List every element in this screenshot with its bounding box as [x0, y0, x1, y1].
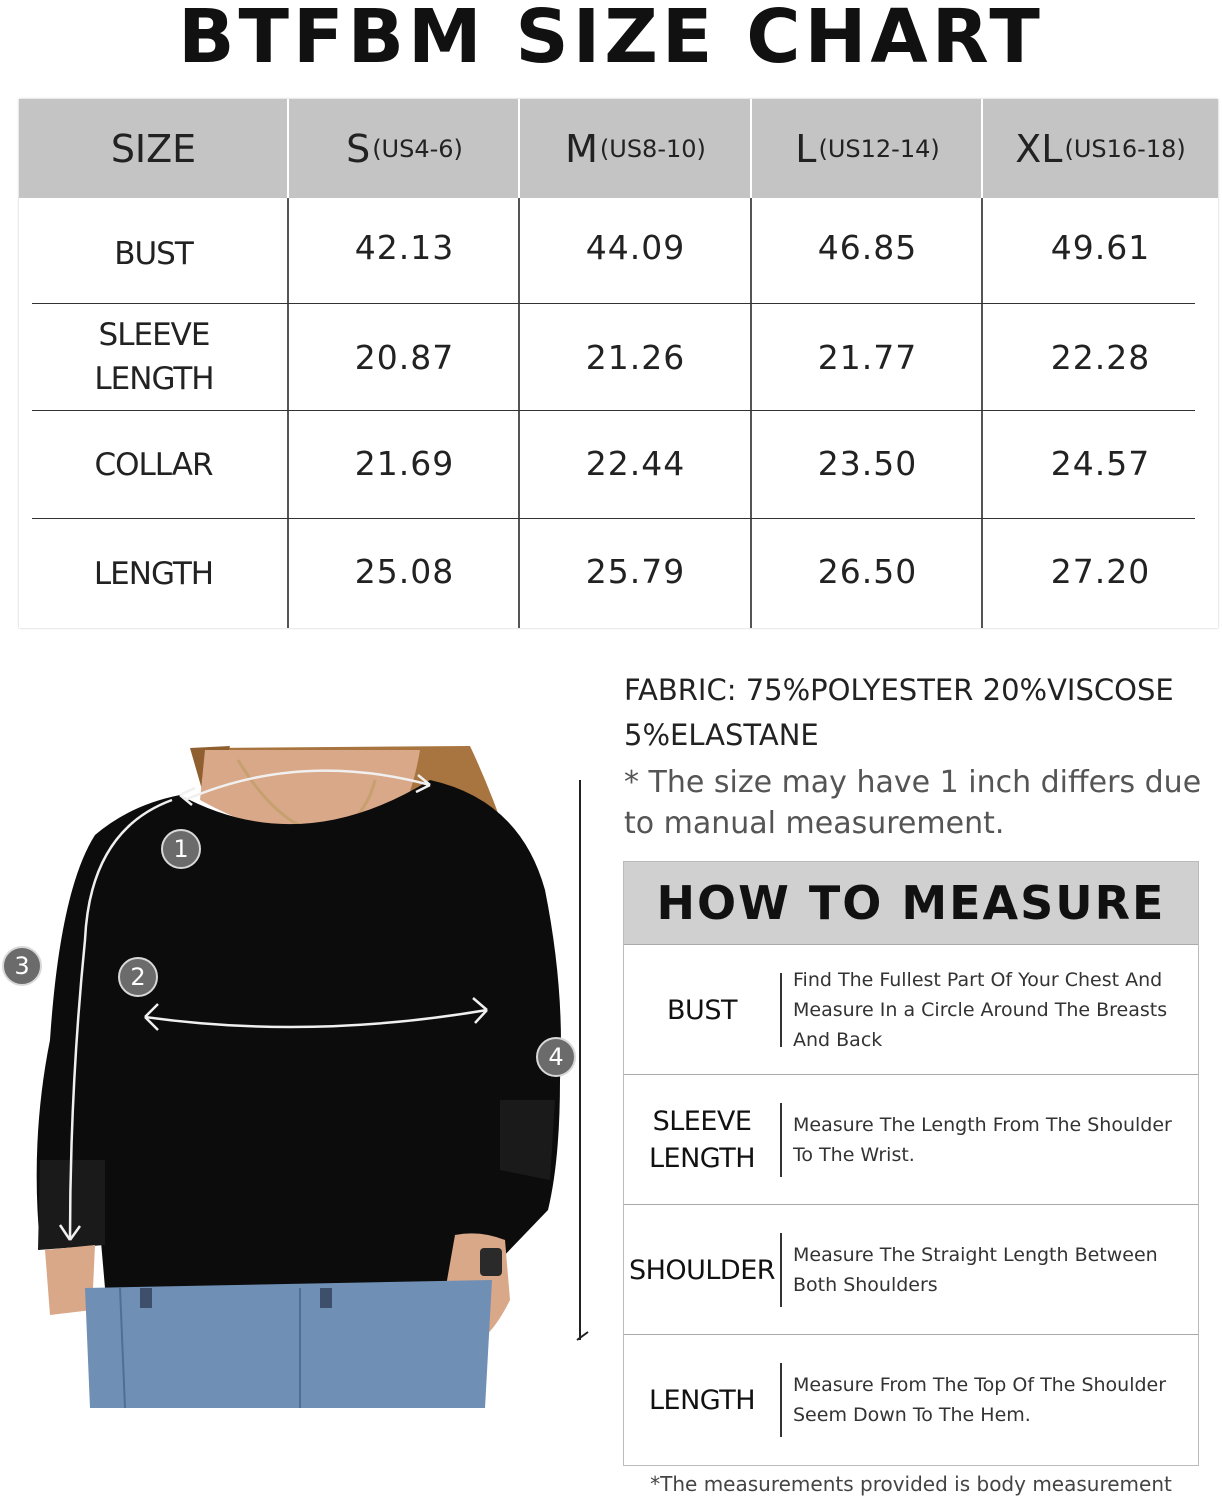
table-cell: 24.57 [1050, 443, 1151, 483]
measure-row-shoulder [624, 1204, 1198, 1334]
measure-marker-3: 3 [2, 946, 42, 986]
measure-marker-4: 4 [536, 1037, 576, 1077]
measure-label: LENGTH [648, 1384, 756, 1416]
measure-divider [780, 1233, 782, 1307]
measure-divider [780, 1363, 782, 1437]
table-cell: 25.08 [354, 551, 455, 591]
table-cell: 46.85 [817, 227, 918, 267]
table-cell: 22.44 [585, 443, 686, 483]
size-name: M [565, 126, 598, 171]
table-cell: 21.77 [817, 337, 918, 377]
how-to-measure-title: HOW TO MEASURE [624, 862, 1198, 944]
table-cell: 22.28 [1050, 337, 1151, 377]
header-size-xl [983, 99, 1218, 198]
table-cell: 27.20 [1050, 551, 1151, 591]
measure-row-length [624, 1334, 1198, 1464]
size-us-range: (US16-18) [1064, 134, 1186, 163]
table-row-label: LENGTH [93, 555, 214, 592]
measure-divider [780, 973, 782, 1047]
header-size-l [752, 99, 983, 198]
size-name: XL [1015, 126, 1063, 171]
measure-description: Find The Fullest Part Of Your Chest And Measure In a Circle Around The Breasts And Back [793, 969, 1168, 1051]
size-name: L [795, 126, 817, 171]
size-us-range: (US8-10) [599, 134, 706, 163]
measure-marker-2: 2 [118, 957, 158, 997]
measurement-footnote: *The measurements provided is body measurement [650, 1472, 1172, 1496]
table-cell: 20.87 [354, 337, 455, 377]
header-size-s [289, 99, 520, 198]
table-cell: 21.69 [354, 443, 455, 483]
page-title: BTFBM SIZE CHART [178, 0, 1044, 80]
fabric-info [624, 668, 1204, 758]
garment-illustration [0, 740, 600, 1420]
header-size-label [19, 99, 288, 198]
measure-description: Measure From The Top Of The Shoulder Seem Down To The Hem. [793, 1374, 1167, 1426]
measure-label: SHOULDER [628, 1254, 776, 1286]
table-cell: 25.79 [585, 551, 686, 591]
model-photo [0, 740, 600, 1420]
size-note: * The size may have 1 inch differs due to manual measurement. [624, 765, 1202, 841]
header-divider [518, 99, 520, 198]
table-cell: 44.09 [585, 227, 686, 267]
fabric-line-1: FABRIC: 75%POLYESTER 20%VISCOSE [624, 673, 1174, 707]
header-divider [750, 99, 752, 198]
table-row-label: BUST [114, 236, 193, 272]
measure-marker-1: 1 [161, 829, 201, 869]
header-divider [981, 99, 983, 198]
table-cell: 26.50 [817, 551, 918, 591]
size-name: S [346, 126, 371, 171]
table-cell: 49.61 [1050, 227, 1151, 267]
table-row-label: COLLAR [94, 446, 213, 483]
table-cell: 21.26 [585, 337, 686, 377]
measure-label: SLEEVE LENGTH [648, 1106, 756, 1174]
measure-divider [780, 1103, 782, 1177]
measure-row-bust [624, 944, 1198, 1074]
measure-description: Measure The Straight Length Between Both Shoulders [793, 1244, 1158, 1296]
table-cell: 23.50 [817, 443, 918, 483]
measure-description: Measure The Length From The Shoulder To The Wrist. [793, 1114, 1172, 1166]
header-size-text: SIZE [110, 126, 197, 171]
how-to-measure-table [623, 861, 1199, 1466]
fabric-line-2: 5%ELASTANE [624, 718, 819, 752]
size-us-range: (US12-14) [818, 134, 940, 163]
header-size-m [520, 99, 751, 198]
table-row-label: SLEEVE LENGTH [94, 317, 214, 397]
size-chart-table [19, 99, 1218, 628]
measure-row-sleeve-length [624, 1074, 1198, 1204]
table-cell: 42.13 [354, 227, 455, 267]
size-us-range: (US4-6) [372, 134, 463, 163]
measure-label: BUST [667, 994, 737, 1026]
